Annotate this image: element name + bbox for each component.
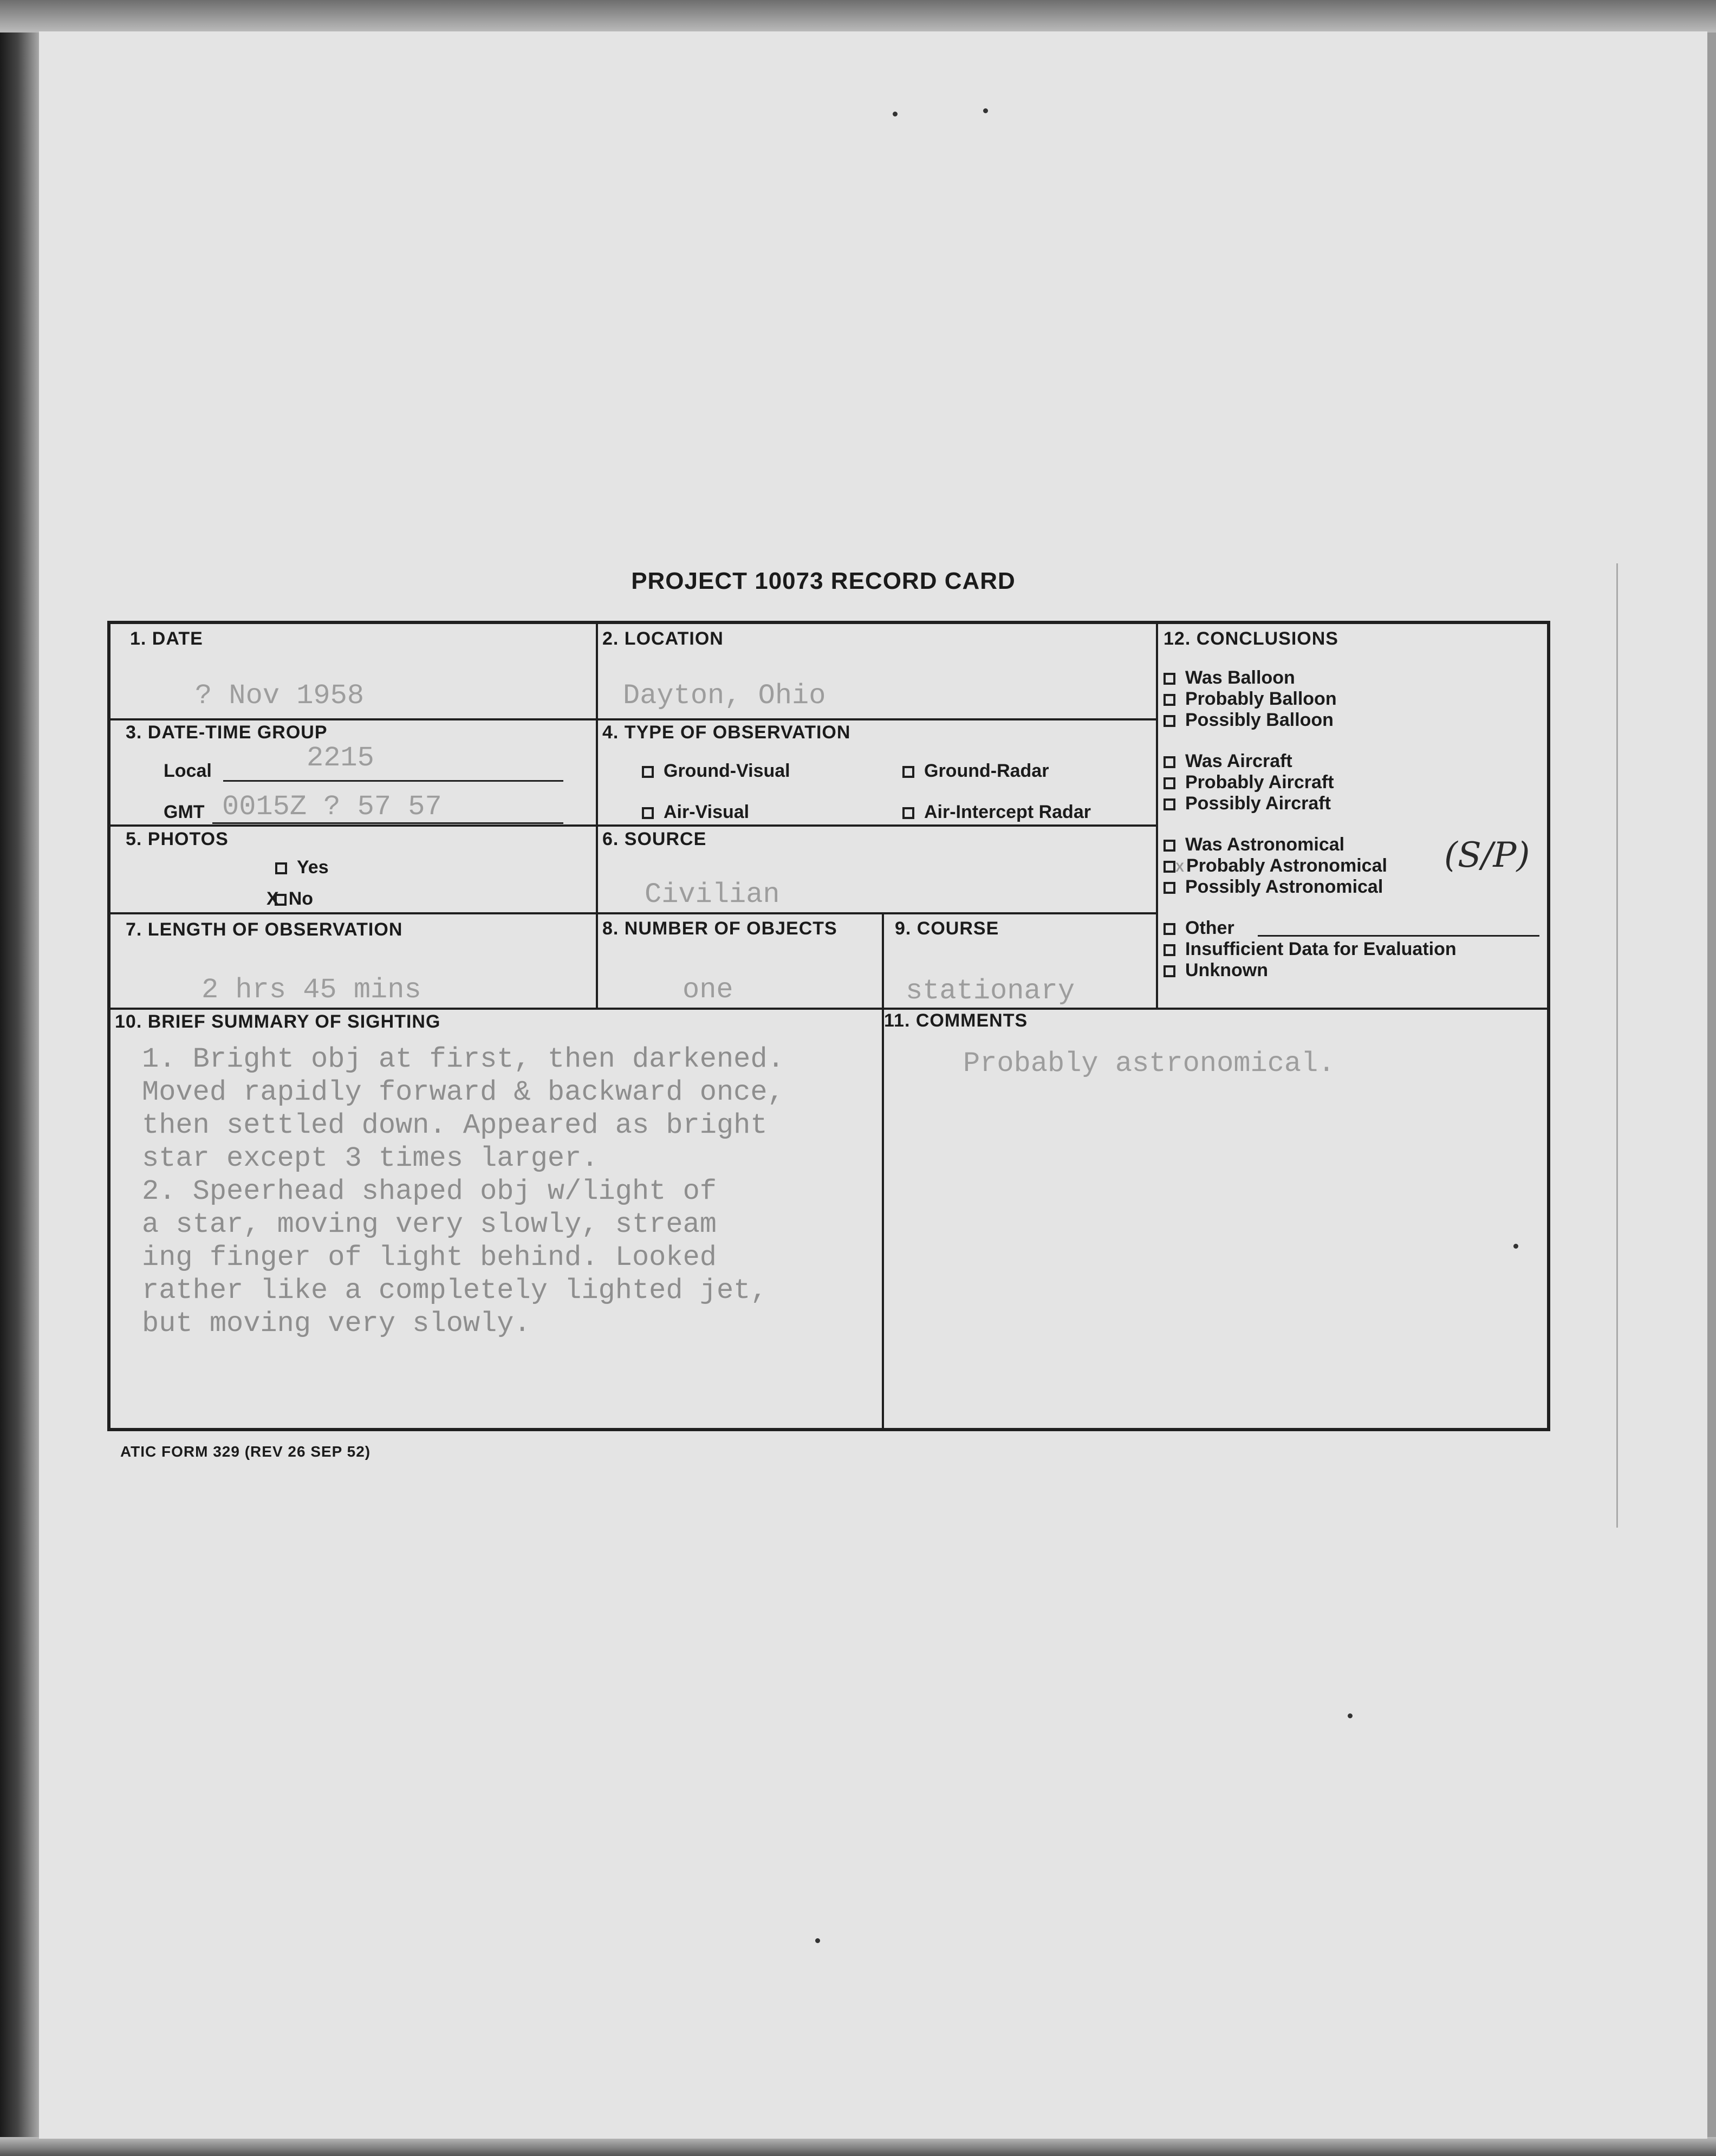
checkbox-icon — [642, 807, 654, 819]
option-air-intercept-radar[interactable] — [902, 802, 1091, 823]
other-line — [1258, 935, 1539, 937]
source-value: Civilian — [645, 879, 780, 911]
dtg-local-line — [223, 780, 563, 782]
fold-line — [1616, 563, 1618, 1528]
conclusions-label: 12. CONCLUSIONS — [1164, 628, 1338, 649]
option-label: Ground-Visual — [664, 761, 790, 781]
option-ground-visual[interactable] — [642, 761, 790, 782]
checkbox-icon — [1164, 944, 1175, 956]
conclusion-was-astronomical[interactable] — [1164, 834, 1344, 855]
col-divider-2 — [1156, 624, 1158, 1008]
conclusion-label: Unknown — [1185, 960, 1268, 980]
conclusion-probably-balloon[interactable] — [1164, 689, 1337, 710]
checkbox-icon — [1164, 840, 1175, 852]
checkbox-icon — [902, 766, 914, 778]
conclusion-label: Probably Balloon — [1185, 689, 1337, 709]
row-divider-1 — [110, 718, 1156, 720]
checkbox-icon — [275, 894, 287, 906]
conclusion-label: Possibly Astronomical — [1185, 876, 1383, 897]
scan-border-bottom — [0, 2137, 1716, 2156]
scan-speck — [1348, 1713, 1353, 1718]
checkbox-icon — [1164, 694, 1175, 706]
dtg-local-value: 2215 — [307, 742, 374, 774]
scan-speck — [815, 1938, 820, 1943]
row-divider-2 — [110, 824, 1156, 827]
row-divider-4 — [110, 1008, 1547, 1010]
objects-value: one — [682, 974, 733, 1006]
option-ground-radar[interactable] — [902, 761, 1049, 782]
scan-speck — [893, 112, 898, 116]
conclusion-label: Probably Aircraft — [1185, 772, 1334, 793]
conclusion-possibly-balloon[interactable] — [1164, 710, 1334, 731]
checkbox-mark: X — [266, 888, 279, 909]
conclusion-label: Was Astronomical — [1185, 834, 1345, 855]
conclusion-probably-astronomical[interactable] — [1164, 855, 1387, 876]
row-divider-3 — [110, 912, 1156, 914]
checkbox-icon — [1164, 715, 1175, 727]
form-footer: ATIC FORM 329 (REV 26 SEP 52) — [120, 1443, 371, 1460]
source-label: 6. SOURCE — [602, 829, 707, 849]
scan-speck — [1513, 1244, 1518, 1249]
checkbox-icon — [1164, 798, 1175, 810]
conclusion-probably-aircraft[interactable] — [1164, 772, 1334, 793]
option-air-visual[interactable] — [642, 802, 749, 823]
dtg-label: 3. DATE-TIME GROUP — [126, 722, 328, 743]
course-label: 9. COURSE — [895, 918, 999, 939]
checkbox-icon — [1164, 861, 1175, 873]
location-value: Dayton, Ohio — [623, 680, 826, 712]
dtg-gmt-label: GMT — [164, 802, 205, 822]
conclusion-insufficient-data[interactable] — [1164, 939, 1457, 960]
conclusion-label: Other — [1185, 918, 1234, 938]
photos-yes[interactable] — [275, 857, 329, 878]
checkbox-icon — [1164, 673, 1175, 685]
location-label: 2. LOCATION — [602, 628, 724, 649]
conclusion-label: Probably Astronomical — [1186, 855, 1387, 876]
observation-type-label: 4. TYPE OF OBSERVATION — [602, 722, 851, 743]
checkbox-icon — [1164, 965, 1175, 977]
option-label: Ground-Radar — [924, 761, 1049, 781]
comments-label: 11. COMMENTS — [884, 1010, 1028, 1031]
conclusion-possibly-aircraft[interactable] — [1164, 793, 1331, 814]
conclusion-was-aircraft[interactable] — [1164, 751, 1292, 772]
dtg-local-label: Local — [164, 761, 212, 781]
conclusion-possibly-astronomical[interactable] — [1164, 876, 1383, 898]
option-label: Air-Visual — [664, 802, 750, 822]
course-value: stationary — [906, 975, 1075, 1007]
checkbox-icon — [1164, 756, 1175, 768]
checkbox-icon — [275, 862, 287, 874]
photos-no-label: No — [288, 888, 314, 909]
photos-no[interactable] — [266, 888, 313, 910]
checkbox-icon — [642, 766, 654, 778]
checkbox-icon — [1164, 923, 1175, 935]
checkbox-icon — [902, 807, 914, 819]
scan-border-left — [0, 0, 43, 2156]
summary-text: 1. Bright obj at first, then darkened. Moved rapidly forward & backward once, then settled down. Appeared as bright star except 3 times larger. 2. Speerhead shaped obj w/light of a star, moving very slowly, stream ing finger of light behind. Looked rather like a completely lighted jet, but moving very slowly. — [142, 1043, 784, 1340]
conclusion-unknown[interactable] — [1164, 960, 1268, 981]
length-label: 7. LENGTH OF OBSERVATION — [126, 919, 403, 940]
handwritten-annotation: (S/P) — [1444, 835, 1530, 875]
col-divider-1 — [596, 624, 598, 1008]
dtg-gmt-value: 0015Z ? 57 57 — [222, 791, 442, 823]
col-divider-3 — [882, 912, 884, 1428]
option-label: Air-Intercept Radar — [924, 802, 1091, 822]
conclusion-other[interactable] — [1164, 918, 1234, 939]
date-value: ? Nov 1958 — [195, 680, 365, 712]
conclusion-label: Possibly Balloon — [1185, 710, 1334, 730]
checkbox-icon — [1164, 882, 1175, 894]
card-title: PROJECT 10073 RECORD CARD — [631, 568, 1016, 594]
conclusion-was-balloon[interactable] — [1164, 667, 1295, 689]
checkbox-mark: X — [1175, 860, 1185, 875]
conclusion-label: Was Aircraft — [1185, 751, 1292, 771]
checkbox-icon — [1164, 777, 1175, 789]
photos-yes-label: Yes — [297, 857, 329, 878]
length-value: 2 hrs 45 mins — [202, 974, 421, 1006]
summary-label: 10. BRIEF SUMMARY OF SIGHTING — [115, 1011, 441, 1032]
conclusion-label: Possibly Aircraft — [1185, 793, 1331, 814]
comments-value: Probably astronomical. — [963, 1048, 1335, 1080]
scan-border-top — [0, 0, 1716, 33]
objects-label: 8. NUMBER OF OBJECTS — [602, 918, 837, 939]
photos-label: 5. PHOTOS — [126, 829, 229, 849]
conclusion-label: Was Balloon — [1185, 667, 1295, 688]
scan-speck — [983, 108, 988, 113]
conclusion-label: Insufficient Data for Evaluation — [1185, 939, 1457, 959]
date-label: 1. DATE — [130, 628, 203, 649]
